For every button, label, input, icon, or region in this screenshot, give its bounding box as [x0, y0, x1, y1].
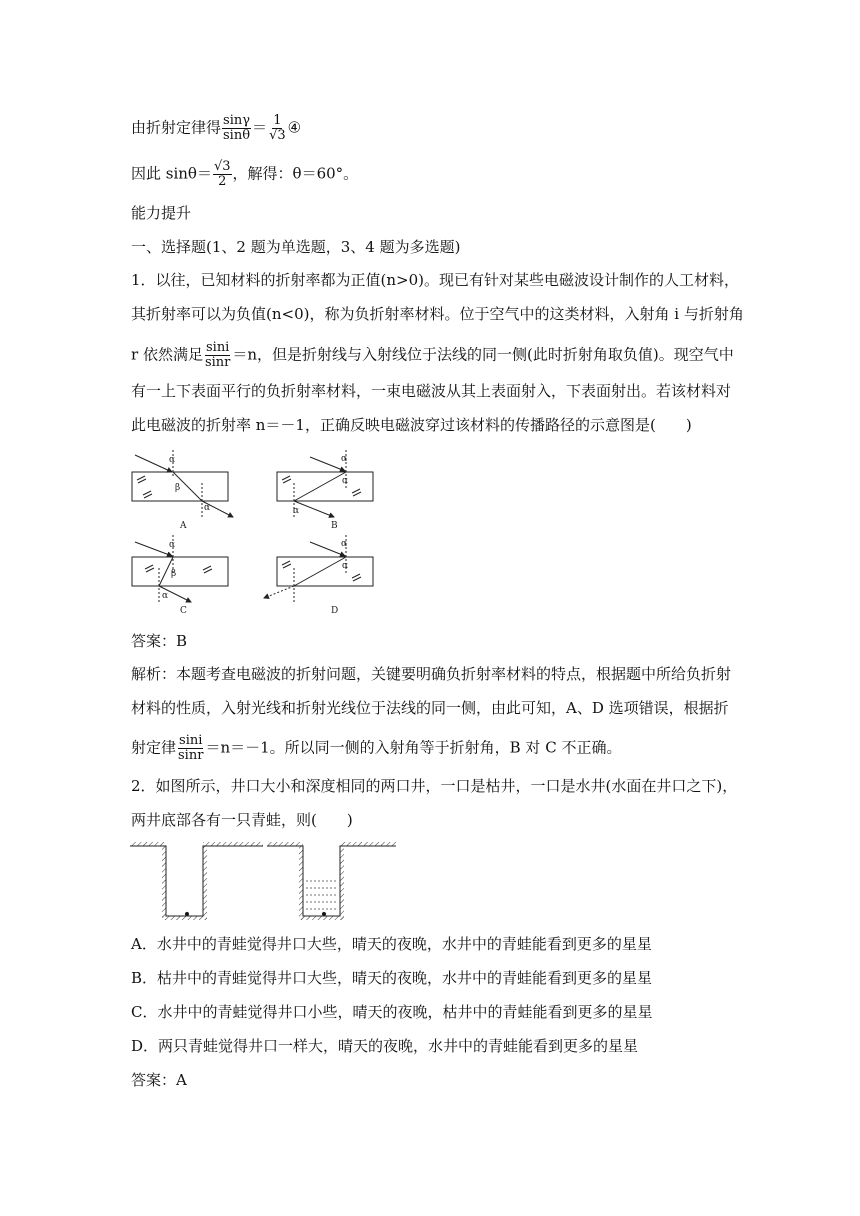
q1-analysis-line-2: 材料的性质，入射光线和折射光线位于法线的同一侧，由此可知，A、D 选项错误，根据折 [131, 699, 729, 717]
wells-figure [128, 838, 400, 922]
diagram-d-label: D [331, 606, 339, 616]
fraction-sin-gamma-over-sin-theta: $\frac{\sin\gamma}{\sin\theta}$ [223, 113, 251, 143]
fraction-root-three-over-two: $\frac{√3}{2}$ [213, 159, 231, 189]
fraction-one-over-root-three: $\frac{1}{√3}$ [269, 113, 286, 143]
alpha-label: α [169, 540, 176, 550]
q2-line-1: 2．如图所示，井口大小和深度相同的两口井，一口是枯井，一口是水井(水面在井口之下)， [131, 777, 738, 795]
refraction-options-figure [125, 447, 395, 625]
equation-number: ④ [287, 118, 302, 137]
q1-analysis-line-3: 射定律 $\frac{\sin i}{\sin r}$ ＝n＝－1。所以同一侧的入射角等于折射角，B 对 C 不正确。 [131, 733, 622, 763]
diagram-a [132, 450, 233, 531]
alpha-label: α [341, 539, 348, 549]
alpha-label: α [169, 455, 176, 465]
equation-sin-theta: 因此 sinθ＝ $\frac{√3}{2}$ ，解得：θ＝60°。 [131, 159, 359, 189]
q2-option-c: C．水井中的青蛙觉得井口小些，晴天的夜晚，枯井中的青蛙能看到更多的星星 [131, 1003, 653, 1021]
q1-line-1: 1．以往，已知材料的折射率都为正值(n>0)。现已有针对某些电磁波设计制作的人工材料， [131, 271, 740, 289]
alpha-label: α [342, 561, 349, 571]
q2-line-2: 两井底部各有一只青蛙，则( ) [131, 811, 353, 829]
frog-dot [185, 912, 188, 915]
beta-label: β [171, 569, 177, 579]
fraction-sini-over-sinr: $\frac{\sin i}{\sin r}$ [204, 340, 231, 370]
alpha-label: α [342, 476, 349, 486]
q1-line-4: 有一上下表面平行的负折射率材料，一束电磁波从其上表面射入，下表面射出。若该材料对 [131, 382, 732, 400]
eq1-prefix: 由折射定律得 [131, 118, 222, 137]
beta-label: β [175, 483, 181, 493]
alpha-label: α [204, 503, 211, 513]
fraction-sini-over-sinr: $\frac{\sin i}{\sin r}$ [178, 733, 204, 763]
alpha-label: α [341, 454, 348, 464]
subsection-title: 一、选择题(1、2 题为单选题，3、4 题为多选题) [131, 238, 461, 256]
q1-line-2: 其折射率可以为负值(n<0)，称为负折射率材料。位于空气中的这类材料，入射角 i 与折射角 [131, 305, 744, 323]
water-surface [306, 881, 338, 909]
diagram-c [132, 535, 228, 616]
diagram-a-label: A [180, 521, 187, 531]
diagram-d [264, 535, 373, 616]
q2-option-d: D．两只青蛙觉得井口一样大，晴天的夜晚，水井中的青蛙能看到更多的星星 [131, 1037, 639, 1055]
diagram-b [277, 450, 373, 531]
diagram-b-label: B [331, 521, 338, 531]
alpha-label: α [162, 591, 169, 601]
frog-dot [322, 912, 325, 915]
q2-option-b: B．枯井中的青蛙觉得井口大些，晴天的夜晚，水井中的青蛙能看到更多的星星 [131, 969, 653, 987]
q2-answer: 答案：A [131, 1071, 187, 1089]
dry-well [130, 842, 263, 920]
equation-snell: 由折射定律得 $\frac{\sin\gamma}{\sin\theta}$ ＝ $\frac{1}{√3}$ ④ [131, 113, 302, 143]
section-title: 能力提升 [131, 204, 192, 222]
q2-option-a: A．水井中的青蛙觉得井口大些，晴天的夜晚，水井中的青蛙能看到更多的星星 [131, 935, 652, 953]
q1-answer: 答案：B [131, 632, 188, 650]
q1-line-3: r 依然满足 $\frac{\sin i}{\sin r}$ ＝n，但是折射线与入射线位于法线的同一侧(此时折射角取负值)。现空气中 [131, 340, 734, 370]
q1-line-5: 此电磁波的折射率 n＝－1，正确反映电磁波穿过该材料的传播路径的示意图是( ) [131, 416, 692, 434]
q1-analysis-line-1: 解析：本题考查电磁波的折射问题，关键要明确负折射率材料的特点，根据题中所给负折射 [131, 665, 732, 683]
alpha-label: α [293, 506, 300, 516]
water-well [267, 842, 396, 920]
diagram-c-label: C [180, 606, 187, 616]
